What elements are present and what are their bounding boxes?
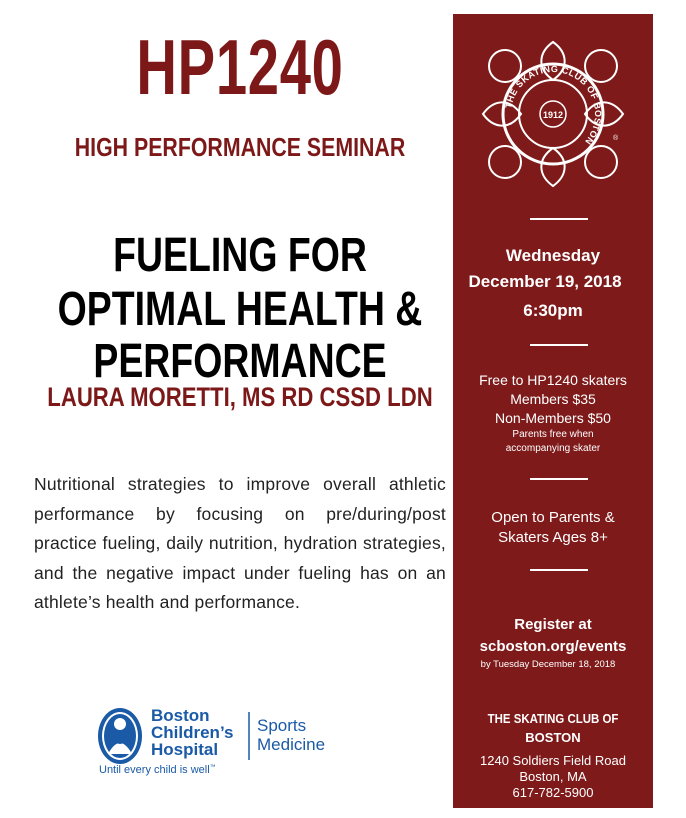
event-date: December 19, 2018	[468, 272, 622, 291]
event-day: Wednesday	[505, 246, 601, 265]
divider	[530, 218, 588, 220]
sports-medicine-line-2: Medicine	[257, 735, 326, 754]
club-name-line-2: BOSTON	[525, 730, 581, 745]
logo-registered-mark: ®	[613, 135, 619, 142]
bch-sports-medicine-logo	[97, 706, 367, 786]
club-name-line-1: THE SKATING CLUB OF	[487, 711, 619, 726]
club-phone: 617-782-5900	[512, 785, 594, 800]
event-info-sidebar	[453, 14, 653, 808]
price-non-members: Non-Members $50	[495, 410, 611, 426]
skating-club-emblem-icon	[475, 34, 631, 194]
club-address-street: 1240 Soldiers Field Road	[480, 753, 626, 768]
bch-name-line-1: Boston	[151, 706, 210, 725]
price-skaters: Free to HP1240 skaters	[479, 372, 627, 388]
logo-ring-text: THE SKATING CLUB OF BOSTON	[503, 63, 604, 147]
logo-year: 1912	[542, 110, 564, 120]
sports-medicine-line-1: Sports	[257, 716, 307, 735]
event-code: HP1240	[136, 23, 344, 111]
event-time: 6:30pm	[523, 301, 583, 320]
divider	[530, 478, 588, 480]
description: Nutritional strategies to improve overall athletic performance by focusing on pre/during/post practice fueling, daily nutrition, hydration strategies, and the negative impact under fueling has on an athlete’s health and performance.	[34, 474, 446, 612]
title-line-3: PERFORMANCE	[93, 335, 387, 388]
bch-tagline: Until every child is well™	[99, 764, 216, 776]
open-to-line-2: Skaters Ages 8+	[498, 529, 608, 546]
open-to-line-1: Open to Parents &	[491, 509, 615, 526]
seminar-label: HIGH PERFORMANCE SEMINAR	[74, 132, 406, 162]
divider	[530, 569, 588, 571]
parents-note-line-2: accompanying skater	[505, 443, 601, 454]
register-deadline: by Tuesday December 18, 2018	[480, 659, 616, 670]
speaker-name: LAURA MORETTI, MS RD CSSD LDN	[47, 382, 433, 412]
register-url[interactable]: scboston.org/events	[479, 638, 627, 655]
register-label: Register at	[514, 616, 592, 633]
parents-note-line-1: Parents free when	[512, 429, 594, 440]
title-line-2: OPTIMAL HEALTH &	[57, 283, 423, 336]
club-address-city: Boston, MA	[519, 769, 587, 784]
divider	[530, 344, 588, 346]
title-line-1: FUELING FOR	[113, 229, 367, 282]
price-members: Members $35	[510, 391, 596, 407]
bch-name-line-2: Children’s	[151, 723, 234, 742]
bch-name-line-3: Hospital	[151, 740, 219, 759]
